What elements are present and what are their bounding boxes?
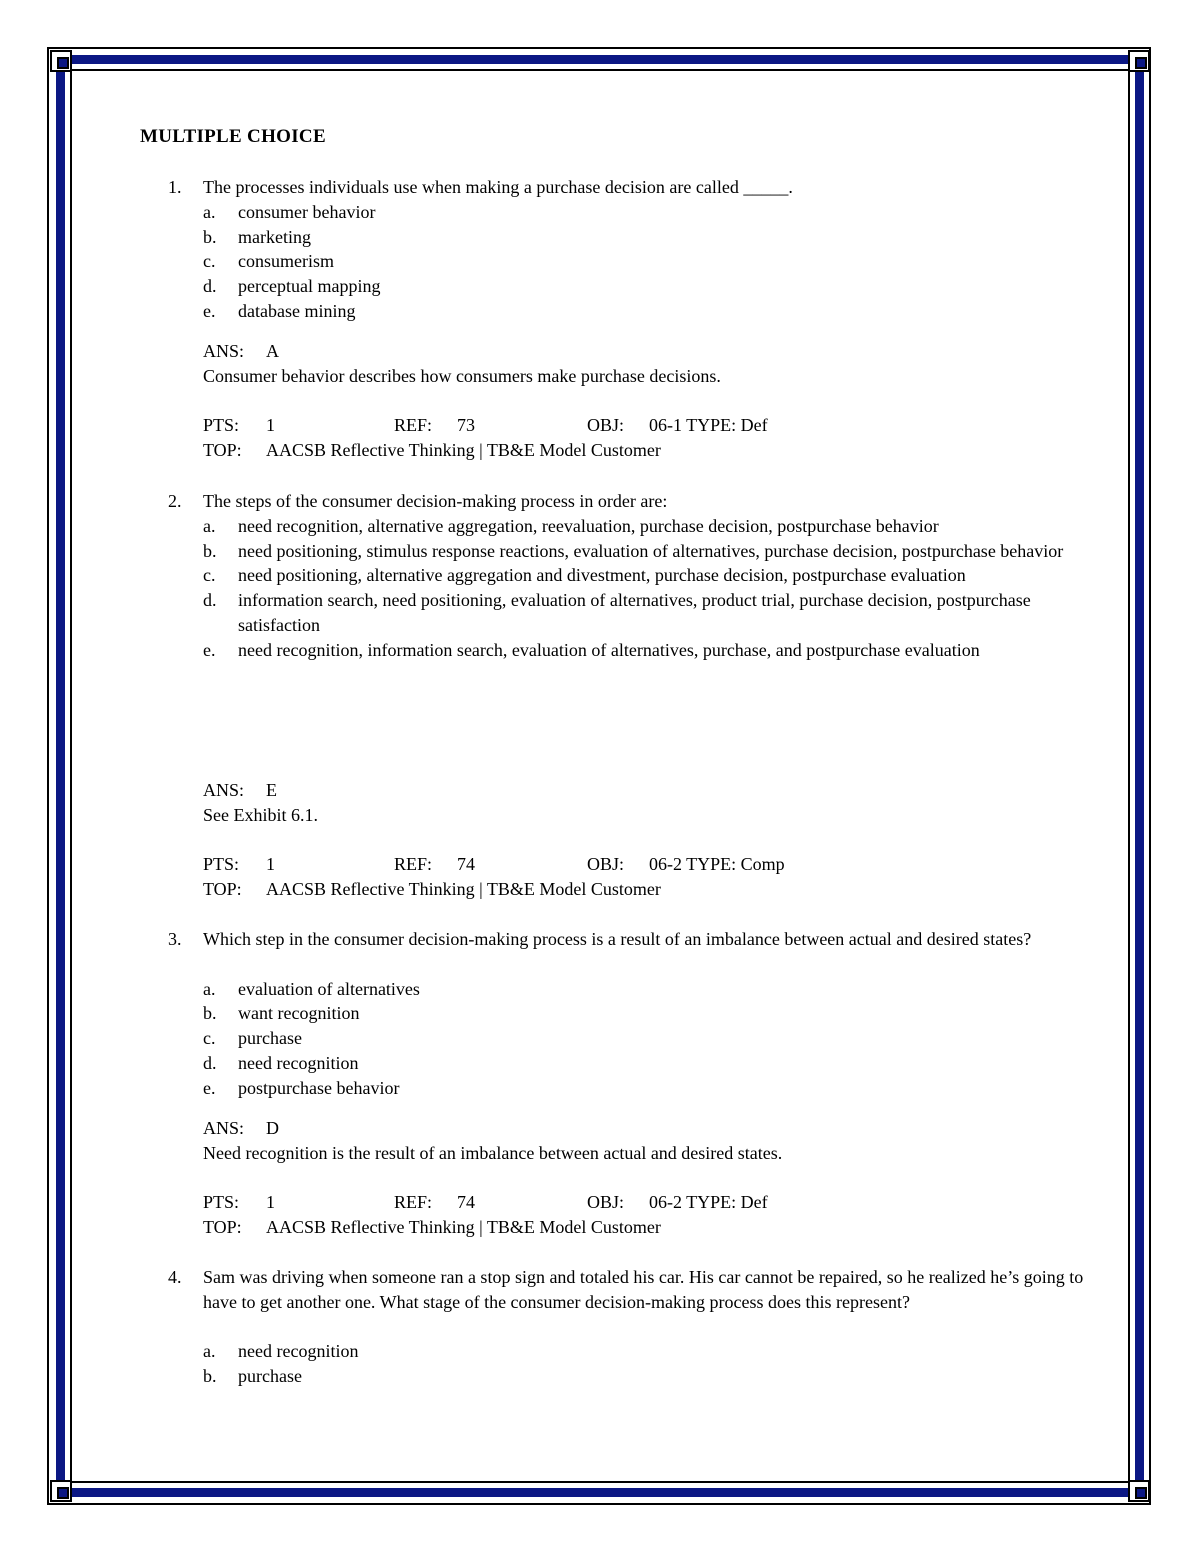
answer-block bbox=[203, 778, 1088, 828]
option-b: b. need positioning, stimulus response reactions, evaluation of alternatives, purchase decision, postpurchase behavior bbox=[203, 540, 1064, 561]
option-e: e. postpurchase behavior bbox=[203, 1077, 400, 1098]
options-list bbox=[203, 977, 1088, 1101]
option-d: d. information search, need positioning, evaluation of alternatives, product trial, purchase decision, postpurchase satisfaction bbox=[203, 590, 1031, 635]
option-c: c. need positioning, alternative aggregation and divestment, purchase decision, postpurchase evaluation bbox=[203, 565, 966, 586]
answer-line: ANS: E bbox=[203, 780, 277, 800]
option-b: b. purchase bbox=[203, 1366, 302, 1387]
reference-value: 74 bbox=[457, 1192, 475, 1212]
option-e: e. database mining bbox=[203, 300, 356, 321]
question-number: 4. bbox=[168, 1267, 182, 1287]
question-metadata: PTS: 1 REF: 74 OBJ: 06-2 TYPE: Def TOP: AACSB Reflective Thinking | TB&E Model Customer bbox=[203, 1190, 1088, 1240]
option-b: b. want recognition bbox=[203, 1003, 360, 1024]
objective-value: 06-1 TYPE: Def bbox=[649, 415, 768, 435]
points-value: 1 bbox=[266, 1192, 275, 1212]
answer-value: D bbox=[266, 1118, 279, 1138]
topic-value: AACSB Reflective Thinking | TB&E Model Customer bbox=[266, 1216, 661, 1237]
question-stem: The steps of the consumer decision-making process in order are: bbox=[203, 491, 668, 511]
option-a: a. evaluation of alternatives bbox=[203, 978, 420, 999]
objective-value: 06-2 TYPE: Def bbox=[649, 1192, 768, 1212]
question-number: 1. bbox=[168, 177, 182, 197]
points-value: 1 bbox=[266, 854, 275, 874]
corner-ornament-icon bbox=[1128, 50, 1150, 72]
corner-ornament-icon bbox=[1128, 1480, 1150, 1502]
topic-value: AACSB Reflective Thinking | TB&E Model Customer bbox=[266, 878, 661, 899]
objective-value: 06-2 TYPE: Comp bbox=[649, 854, 785, 874]
answer-value: E bbox=[266, 780, 277, 800]
answer-block bbox=[203, 339, 1088, 389]
options-list bbox=[203, 1339, 1088, 1389]
answer-value: A bbox=[266, 341, 279, 361]
option-c: c. consumerism bbox=[203, 251, 334, 272]
answer-block bbox=[203, 1116, 1088, 1166]
question-stem: Sam was driving when someone ran a stop sign and totaled his car. His car cannot be repaired, so he realized he’s going to have to get another one. What stage of the consumer decision-making process does this represent? bbox=[203, 1267, 1084, 1312]
option-b: b. marketing bbox=[203, 226, 311, 247]
corner-ornament-icon bbox=[50, 1480, 72, 1502]
answer-explanation: Consumer behavior describes how consumers make purchase decisions. bbox=[203, 365, 721, 386]
options-list bbox=[203, 514, 1088, 663]
option-d: d. need recognition bbox=[203, 1052, 359, 1073]
section-title: MULTIPLE CHOICE bbox=[140, 126, 326, 147]
answer-line: ANS: D bbox=[203, 1118, 279, 1138]
option-a: a. consumer behavior bbox=[203, 201, 376, 222]
reference-value: 73 bbox=[457, 415, 475, 435]
reference-value: 74 bbox=[457, 854, 475, 874]
answer-explanation: Need recognition is the result of an imbalance between actual and desired states. bbox=[203, 1142, 783, 1163]
question-number: 2. bbox=[168, 491, 182, 511]
answer-line: ANS: A bbox=[203, 341, 279, 361]
options-list bbox=[203, 200, 1088, 324]
option-e: e. need recognition, information search, evaluation of alternatives, purchase, and postpurchase evaluation bbox=[203, 639, 980, 660]
answer-explanation: See Exhibit 6.1. bbox=[203, 804, 318, 825]
question-metadata: PTS: 1 REF: 73 OBJ: 06-1 TYPE: Def TOP: AACSB Reflective Thinking | TB&E Model Customer bbox=[203, 413, 1088, 463]
corner-ornament-icon bbox=[50, 50, 72, 72]
topic-value: AACSB Reflective Thinking | TB&E Model Customer bbox=[266, 439, 661, 460]
question-number: 3. bbox=[168, 929, 182, 949]
question-stem: Which step in the consumer decision-making process is a result of an imbalance between actual and desired states? bbox=[203, 929, 1032, 949]
option-d: d. perceptual mapping bbox=[203, 276, 381, 297]
question-stem: The processes individuals use when making a purchase decision are called _____. bbox=[203, 177, 793, 197]
points-value: 1 bbox=[266, 415, 275, 435]
option-c: c. purchase bbox=[203, 1028, 302, 1049]
option-a: a. need recognition, alternative aggregation, reevaluation, purchase decision, postpurchase behavior bbox=[203, 515, 939, 536]
question-metadata: PTS: 1 REF: 74 OBJ: 06-2 TYPE: Comp TOP: AACSB Reflective Thinking | TB&E Model Customer bbox=[203, 852, 1088, 902]
option-a: a. need recognition bbox=[203, 1341, 359, 1362]
